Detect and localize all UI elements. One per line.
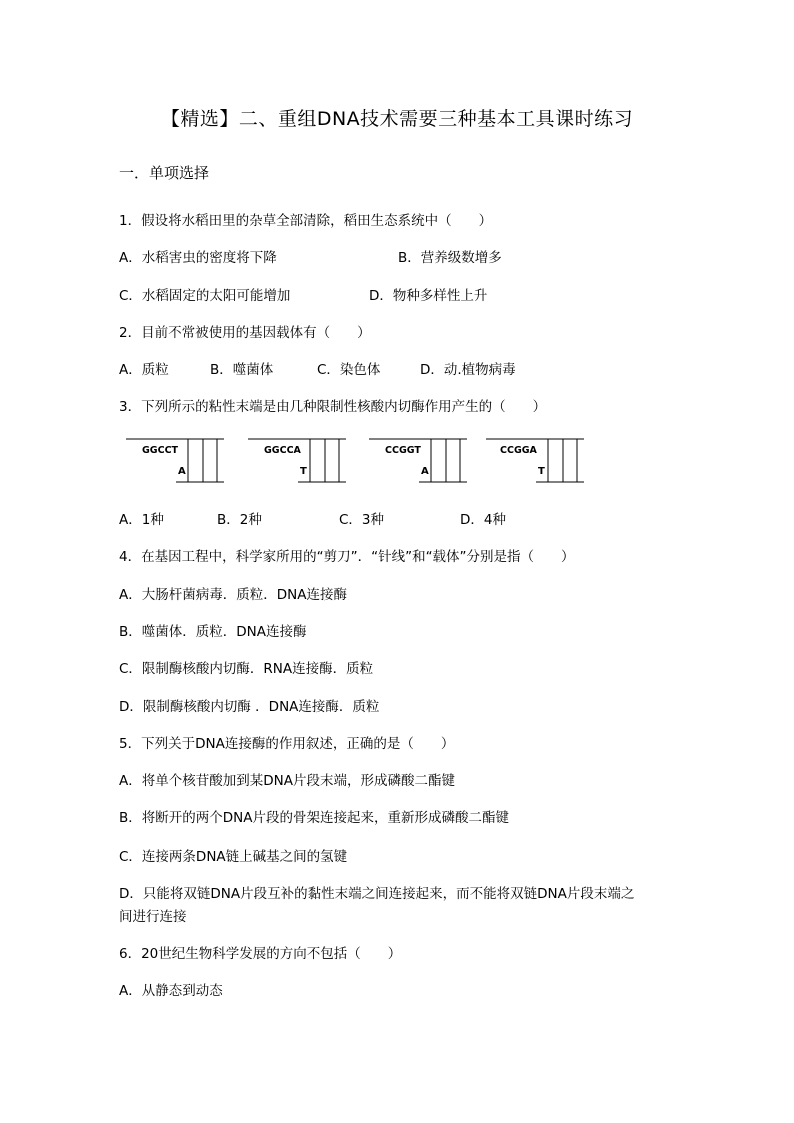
question-3-option-a: A．1种 xyxy=(119,512,164,528)
question-3-option-b: B．2种 xyxy=(217,512,262,528)
question-3-option-d: D．4种 xyxy=(460,512,506,528)
sticky-end-figure-2 xyxy=(248,436,348,484)
question-5-option-d-line1: D．只能将双链DNA片段互补的黏性末端之间连接起来，而不能将双链DNA片段末端之 xyxy=(119,886,635,902)
question-5-option-b: B．将断开的两个DNA片段的骨架连接起来，重新形成磷酸二酯键 xyxy=(119,810,509,826)
question-4-option-d: D．限制酶核酸内切酶 ．DNA连接酶．质粒 xyxy=(119,699,380,715)
figure-3-sequence: CCGGT xyxy=(385,445,421,456)
question-5-option-c: C．连接两条DNA链上碱基之间的氢键 xyxy=(119,849,348,865)
question-2-stem: 2．目前不常被使用的基因载体有（ ） xyxy=(119,325,371,341)
figure-1-base: A xyxy=(178,466,186,477)
question-5-option-a: A．将单个核苷酸加到某DNA片段末端，形成磷酸二酯键 xyxy=(119,773,455,789)
question-1-option-b: B．营养级数增多 xyxy=(398,250,502,266)
figure-2-sequence: GGCCA xyxy=(264,445,301,456)
sticky-end-figure-4 xyxy=(486,436,586,484)
question-6-stem: 6．20世纪生物科学发展的方向不包括（ ） xyxy=(119,946,402,962)
question-4-option-b: B．噬菌体．质粒．DNA连接酶 xyxy=(119,624,307,640)
question-1-option-c: C．水稻固定的太阳可能增加 xyxy=(119,288,291,304)
question-5-stem: 5．下列关于DNA连接酶的作用叙述，正确的是（ ） xyxy=(119,736,455,752)
question-1-stem: 1．假设将水稻田里的杂草全部清除，稻田生态系统中（ ） xyxy=(119,213,493,229)
question-3-option-c: C．3种 xyxy=(339,512,385,528)
sticky-end-figure-1 xyxy=(126,436,226,484)
figure-3-base: A xyxy=(421,466,429,477)
page-title: 【精选】二、重组DNA技术需要三种基本工具课时练习 xyxy=(160,108,634,130)
question-6-option-a: A．从静态到动态 xyxy=(119,983,223,999)
question-1-option-a: A．水稻害虫的密度将下降 xyxy=(119,250,277,266)
question-2-option-b: B．噬菌体 xyxy=(210,362,274,378)
figure-4-sequence: CCGGA xyxy=(500,445,537,456)
question-4-option-c: C．限制酶核酸内切酶．RNA连接酶．质粒 xyxy=(119,661,374,677)
figure-1-sequence: GGCCT xyxy=(142,445,179,456)
question-3-stem: 3．下列所示的粘性末端是由几种限制性核酸内切酶作用产生的（ ） xyxy=(119,399,547,415)
figure-2-base: T xyxy=(300,466,307,477)
question-2-option-d: D．动.植物病毒 xyxy=(420,362,516,378)
section-heading: 一．单项选择 xyxy=(119,164,210,182)
question-4-option-a: A．大肠杆菌病毒．质粒．DNA连接酶 xyxy=(119,587,347,603)
sticky-end-figure-3 xyxy=(369,436,469,484)
question-2-option-a: A．质粒 xyxy=(119,362,169,378)
question-2-option-c: C．染色体 xyxy=(317,362,381,378)
question-4-stem: 4．在基因工程中，科学家所用的“剪刀”．“针线”和“载体”分别是指（ ） xyxy=(119,549,575,565)
question-5-option-d-line2: 间进行连接 xyxy=(119,909,187,925)
question-1-option-d: D．物种多样性上升 xyxy=(369,288,488,304)
figure-4-base: T xyxy=(538,466,545,477)
